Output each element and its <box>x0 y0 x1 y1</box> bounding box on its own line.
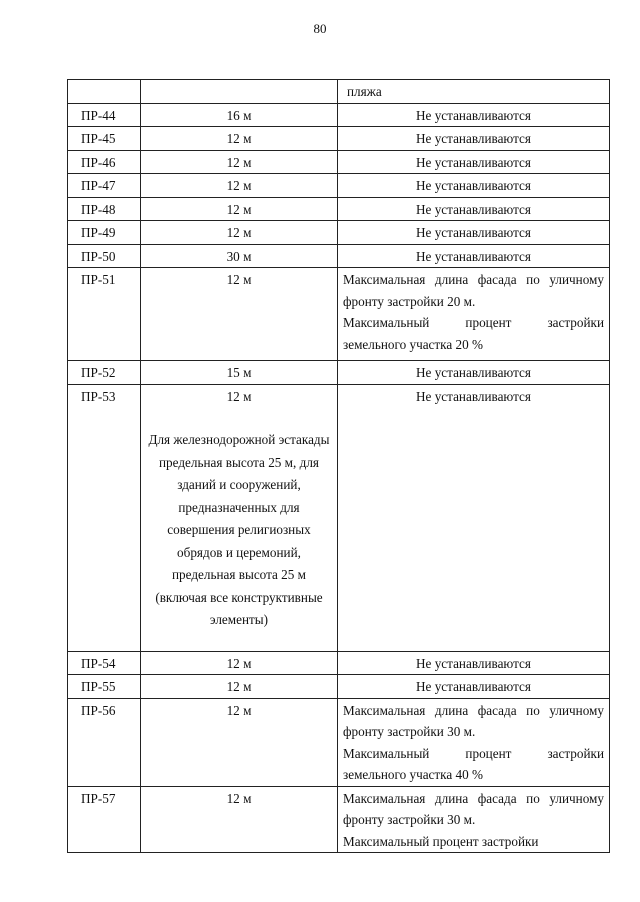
parameter-text: Не устанавливаются <box>416 248 531 264</box>
max-height-cell <box>141 244 338 268</box>
zone-code-cell: ПР-53 <box>68 384 141 651</box>
table-row <box>68 244 610 268</box>
parameters-cell <box>338 786 610 853</box>
parameter-text: Не устанавливаются <box>416 154 531 170</box>
table-row <box>68 103 610 127</box>
zone-code-cell <box>68 80 141 104</box>
zone-code-cell: ПР-44 <box>68 103 141 127</box>
max-height-cell <box>141 197 338 221</box>
parameters-cell <box>338 127 610 151</box>
parameter-text: Максимальная длина фасада по уличному фронту застройки 30 м. <box>343 702 604 739</box>
max-height-cell <box>141 221 338 245</box>
table-row <box>68 174 610 198</box>
regulations-table <box>67 79 610 853</box>
max-height-cell <box>141 651 338 675</box>
max-height-value: 15 м <box>226 365 252 380</box>
max-height-cell <box>141 384 338 651</box>
max-height-value: 16 м <box>226 107 252 123</box>
zone-code-cell: ПР-57 <box>68 786 141 853</box>
max-height-cell <box>141 103 338 127</box>
parameters-cell <box>338 244 610 268</box>
max-height-cell <box>141 675 338 699</box>
parameter-text: Не устанавливаются <box>416 201 531 217</box>
regulations-table-body <box>68 80 610 853</box>
page-number: 80 <box>313 21 327 36</box>
max-height-value: 12 м <box>226 178 252 193</box>
max-height-cell <box>141 174 338 198</box>
parameters-cell <box>338 698 610 786</box>
max-height-value: 12 м <box>226 131 252 146</box>
zone-code-cell: ПР-55 <box>68 675 141 699</box>
max-height-value: 12 м <box>226 790 252 806</box>
parameters-cell <box>338 197 610 221</box>
max-height-value: 12 м <box>226 679 252 694</box>
table-row <box>68 384 610 651</box>
parameter-text: Максимальный процент застройки <box>343 833 539 849</box>
parameters-cell <box>338 384 610 651</box>
parameter-text: Не устанавливаются <box>416 655 531 671</box>
parameters-cell <box>338 361 610 385</box>
table-row <box>68 150 610 174</box>
max-height-value: 30 м <box>226 248 252 264</box>
zone-code-cell: ПР-49 <box>68 221 141 245</box>
zone-code-cell: ПР-45 <box>68 127 141 151</box>
zone-code-cell: ПР-50 <box>68 244 141 268</box>
max-height-cell <box>141 361 338 385</box>
table-row <box>68 361 610 385</box>
parameter-text: Не устанавливаются <box>416 225 531 240</box>
table-row <box>68 197 610 221</box>
parameter-text: Максимальная длина фасада по уличному фронту застройки 20 м. <box>343 272 604 309</box>
parameter-text: Не устанавливаются <box>416 178 531 193</box>
table-row <box>68 221 610 245</box>
zone-code-cell: ПР-51 <box>68 268 141 361</box>
zone-code-cell: ПР-47 <box>68 174 141 198</box>
max-height-value: 12 м <box>226 272 252 287</box>
zone-code-cell: ПР-56 <box>68 698 141 786</box>
max-height-value: 12 м <box>226 225 252 240</box>
parameters-cell <box>338 174 610 198</box>
max-height-cell <box>141 80 338 104</box>
max-height-cell <box>141 786 338 853</box>
height-note: Для железнодорожной эстакады предельная высота 25 м, для зданий и сооружений, предназначенных для совершения религиозных обрядов и церемоний, предельная высота 25 м (включая все конструктивные элементы) <box>148 432 330 627</box>
zone-code-cell: ПР-46 <box>68 150 141 174</box>
parameters-cell <box>338 268 610 361</box>
table-row <box>68 651 610 675</box>
max-height-cell <box>141 127 338 151</box>
parameter-text: Максимальная длина фасада по уличному фронту застройки 30 м. <box>343 790 604 827</box>
parameter-text: Не устанавливаются <box>416 365 531 380</box>
parameter-text: Не устанавливаются <box>416 107 531 123</box>
max-height-value: 12 м <box>226 154 252 170</box>
max-height-value: 12 м <box>226 201 252 217</box>
parameter-text: Не устанавливаются <box>416 679 531 694</box>
table-row <box>68 80 610 104</box>
table-row <box>68 127 610 151</box>
max-height-cell <box>141 268 338 361</box>
parameters-cell <box>338 80 610 104</box>
max-height-cell <box>141 150 338 174</box>
parameters-cell <box>338 150 610 174</box>
max-height-value: 12 м <box>226 388 252 404</box>
table-row <box>68 786 610 853</box>
table-row <box>68 698 610 786</box>
parameter-text: Не устанавливаются <box>416 388 531 404</box>
parameters-cell <box>338 675 610 699</box>
parameters-cell <box>338 651 610 675</box>
max-height-value: 12 м <box>226 702 252 718</box>
zone-code-cell: ПР-48 <box>68 197 141 221</box>
table-row <box>68 268 610 361</box>
parameter-text: Не устанавливаются <box>416 131 531 146</box>
zone-code-cell: ПР-54 <box>68 651 141 675</box>
parameter-text: Максимальный процент застройки земельного участка 20 % <box>343 315 604 352</box>
parameters-cell <box>338 221 610 245</box>
parameters-cell <box>338 103 610 127</box>
parameter-text: Максимальный процент застройки земельного участка 40 % <box>343 745 604 782</box>
parameter-text: пляжа <box>347 84 382 99</box>
max-height-cell <box>141 698 338 786</box>
zone-code-cell: ПР-52 <box>68 361 141 385</box>
table-row <box>68 675 610 699</box>
max-height-value: 12 м <box>226 655 252 671</box>
